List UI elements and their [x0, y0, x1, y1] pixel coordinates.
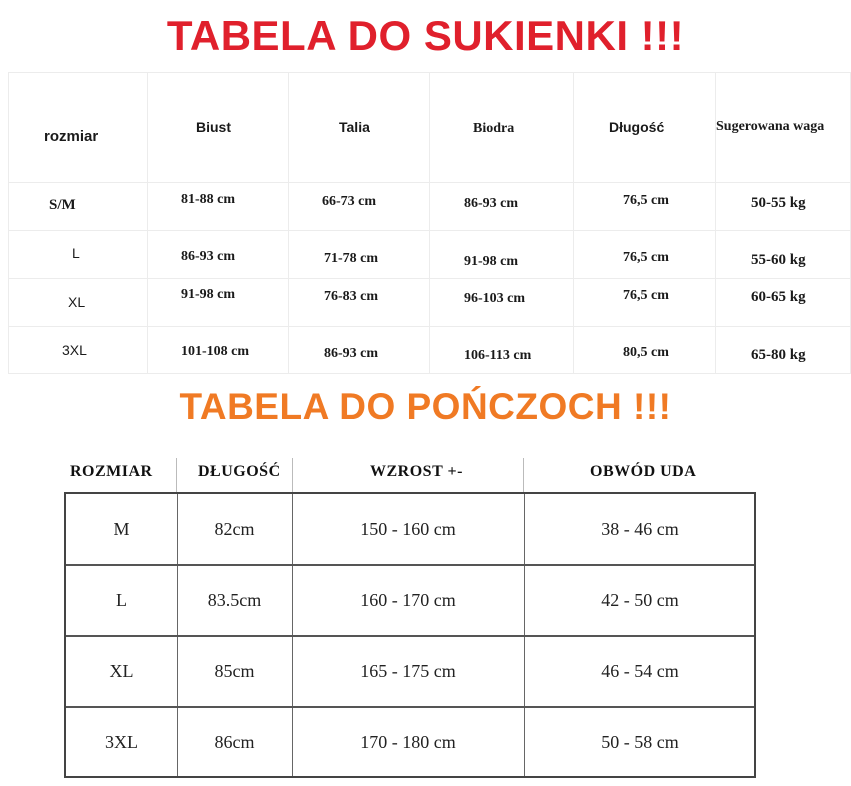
dress-row1-length: 76,5 cm	[623, 193, 669, 208]
stockings-header-thigh: OBWÓD UDA	[590, 463, 697, 480]
dress-table-title: TABELA DO SUKIENKI !!!	[166, 12, 685, 59]
stockings-row2-size: L	[116, 590, 127, 610]
dress-row1-hips: 86-93 cm	[464, 196, 519, 211]
dress-row3-size: XL	[68, 294, 86, 310]
dress-row3-hips: 96-103 cm	[464, 291, 526, 306]
dress-row2-weight: 55-60 kg	[751, 252, 806, 268]
dress-row4-bust: 101-108 cm	[181, 344, 250, 359]
stockings-header-length: DŁUGOŚĆ	[198, 463, 281, 480]
dress-row4-waist: 86-93 cm	[324, 346, 379, 361]
stockings-row2-thigh: 42 - 50 cm	[601, 590, 679, 610]
dress-row4-size: 3XL	[62, 342, 87, 358]
dress-row3-bust: 91-98 cm	[181, 287, 236, 302]
stockings-row2-length: 83.5cm	[207, 590, 262, 610]
stockings-row1-height: 150 - 160 cm	[360, 519, 456, 539]
stockings-row1-length: 82cm	[214, 519, 255, 539]
dress-row1-size: S/M	[49, 197, 76, 213]
dress-header-length: Długość	[609, 119, 665, 135]
dress-row1-weight: 50-55 kg	[751, 195, 806, 211]
stockings-grid	[64, 492, 756, 778]
stockings-size-table	[58, 458, 758, 778]
dress-row1-bust: 81-88 cm	[181, 192, 236, 207]
stockings-row3-thigh: 46 - 54 cm	[601, 661, 679, 681]
dress-row3-length: 76,5 cm	[623, 288, 669, 303]
stockings-row3-length: 85cm	[214, 661, 255, 681]
dress-row2-bust: 86-93 cm	[181, 249, 236, 264]
stockings-row4-length: 86cm	[214, 732, 255, 752]
stockings-row3-height: 165 - 175 cm	[360, 661, 456, 681]
stockings-header-height: WZROST +-	[370, 463, 463, 480]
dress-row2-waist: 71-78 cm	[324, 251, 379, 266]
dress-header-waist: Talia	[339, 119, 370, 135]
dress-row2-hips: 91-98 cm	[464, 254, 519, 269]
dress-row4-hips: 106-113 cm	[464, 348, 532, 363]
stockings-row3-size: XL	[109, 661, 134, 681]
dress-row2-length: 76,5 cm	[623, 250, 669, 265]
stockings-row4-height: 170 - 180 cm	[360, 732, 456, 752]
dress-row4-weight: 65-80 kg	[751, 347, 806, 363]
stockings-row1-size: M	[113, 519, 130, 539]
stockings-row2-height: 160 - 170 cm	[360, 590, 456, 610]
dress-header-size: rozmiar	[44, 128, 99, 145]
dress-row3-weight: 60-65 kg	[751, 289, 806, 305]
stockings-row4-thigh: 50 - 58 cm	[601, 732, 679, 752]
dress-header-bust: Biust	[196, 119, 231, 135]
stockings-header-size: ROZMIAR	[70, 463, 153, 480]
dress-size-table	[8, 72, 851, 374]
dress-row1-waist: 66-73 cm	[322, 194, 377, 209]
dress-header-hips: Biodra	[473, 121, 515, 136]
dress-row4-length: 80,5 cm	[623, 345, 669, 360]
stockings-table-title: TABELA DO POŃCZOCH !!!	[179, 386, 672, 427]
dress-row3-waist: 76-83 cm	[324, 289, 379, 304]
stockings-row1-thigh: 38 - 46 cm	[601, 519, 679, 539]
stockings-row4-size: 3XL	[105, 732, 138, 752]
dress-row2-size: L	[72, 245, 80, 261]
dress-header-weight: Sugerowana waga	[716, 119, 825, 134]
